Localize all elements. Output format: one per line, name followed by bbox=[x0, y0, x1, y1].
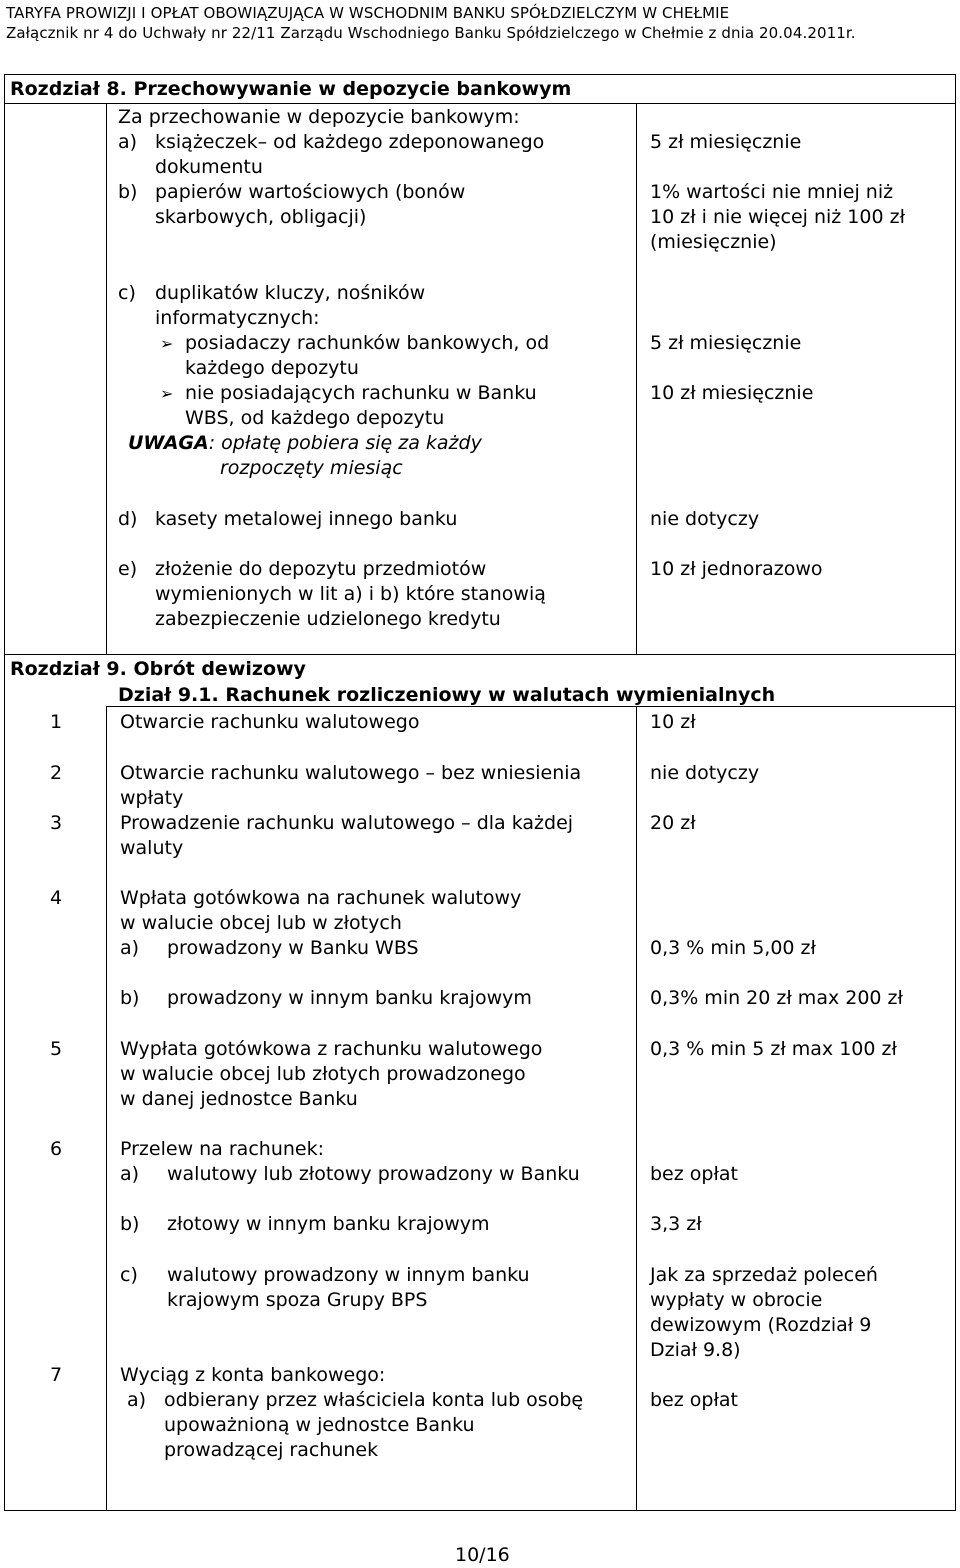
row-6-text: Przelew na rachunek: bbox=[120, 1138, 324, 1160]
row-5-fee: 0,3 % min 5 zł max 100 zł bbox=[650, 1038, 897, 1060]
item-e-text-cont2: zabezpieczenie udzielonego kredytu bbox=[155, 608, 501, 630]
row-4-text-cont: w walucie obcej lub w złotych bbox=[120, 912, 402, 934]
item-d-fee: nie dotyczy bbox=[650, 508, 760, 530]
row-6c-fee-cont3: Dział 9.8) bbox=[650, 1339, 741, 1361]
row-1-fee: 10 zł bbox=[650, 711, 696, 733]
row-7a-text-cont2: prowadzącej rachunek bbox=[164, 1439, 379, 1461]
note-label: UWAGA bbox=[128, 432, 209, 454]
row-3-text: Prowadzenie rachunku walutowego – dla każdej bbox=[120, 812, 574, 834]
row-7a-label: a) bbox=[127, 1389, 147, 1411]
row-6a-fee: bez opłat bbox=[650, 1163, 738, 1185]
row-6c-text: walutowy prowadzony w innym banku bbox=[167, 1264, 530, 1286]
row-1-number: 1 bbox=[50, 711, 63, 733]
item-b-label: b) bbox=[118, 181, 138, 203]
note-text: : opłatę pobiera się za każdy bbox=[208, 432, 482, 454]
row-7a-fee: bez opłat bbox=[650, 1389, 738, 1411]
row-4-number: 4 bbox=[50, 887, 63, 909]
item-c1-fee: 5 zł miesięcznie bbox=[650, 332, 802, 354]
row-5-number: 5 bbox=[50, 1038, 63, 1060]
item-a-text-cont: dokumentu bbox=[155, 156, 263, 178]
item-d-label: d) bbox=[118, 508, 138, 530]
item-c-text-cont: informatycznych: bbox=[155, 307, 320, 329]
section-9-title: Rozdział 9. Obrót dewizowy bbox=[10, 658, 306, 680]
item-c1-text-cont: każdego depozytu bbox=[185, 357, 359, 379]
item-b-fee-cont: 10 zł i nie więcej niż 100 zł bbox=[650, 206, 905, 228]
row-4a-fee: 0,3 % min 5,00 zł bbox=[650, 937, 816, 959]
item-b-fee: 1% wartości nie mniej niż bbox=[650, 181, 894, 203]
item-b-text: papierów wartościowych (bonów bbox=[155, 181, 466, 203]
row-3-text-cont: waluty bbox=[120, 837, 184, 859]
item-b-fee-period: (miesięcznie) bbox=[650, 231, 777, 253]
row-5-text-cont: w walucie obcej lub złotych prowadzonego bbox=[120, 1063, 526, 1085]
item-c2-text: nie posiadających rachunku w Banku bbox=[185, 382, 537, 404]
item-e-label: e) bbox=[118, 558, 138, 580]
row-7a-text: odbierany przez właściciela konta lub osobę bbox=[164, 1389, 584, 1411]
row-6b-text: złotowy w innym banku krajowym bbox=[167, 1213, 490, 1235]
row-5-text-cont2: w danej jednostce Banku bbox=[120, 1088, 358, 1110]
item-e-text-cont: wymienionych w lit a) i b) które stanowią bbox=[155, 583, 546, 605]
row-6c-fee: Jak za sprzedaż poleceń bbox=[650, 1264, 878, 1286]
row-7-text: Wyciąg z konta bankowego: bbox=[120, 1364, 386, 1386]
arrowhead-bullet-icon: ➢ bbox=[160, 384, 174, 403]
row-6c-fee-cont: wypłaty w obrocie bbox=[650, 1289, 823, 1311]
row-6c-label: c) bbox=[120, 1264, 138, 1286]
item-c-label: c) bbox=[118, 282, 136, 304]
page-number: 10/16 bbox=[455, 1544, 510, 1566]
row-6c-text-cont: krajowym spoza Grupy BPS bbox=[167, 1289, 428, 1311]
row-2-fee: nie dotyczy bbox=[650, 762, 760, 784]
item-a-fee: 5 zł miesięcznie bbox=[650, 131, 802, 153]
note-text-cont: rozpoczęty miesiąc bbox=[220, 457, 403, 479]
row-2-text: Otwarcie rachunku walutowego – bez wniesienia bbox=[120, 762, 582, 784]
item-c-text: duplikatów kluczy, nośników bbox=[155, 282, 426, 304]
section-8-intro: Za przechowanie w depozycie bankowym: bbox=[118, 106, 520, 128]
item-a-label: a) bbox=[118, 131, 138, 153]
note bbox=[128, 431, 482, 456]
item-c2-fee: 10 zł miesięcznie bbox=[650, 382, 814, 404]
section-9-subtitle: Dział 9.1. Rachunek rozliczeniowy w walutach wymienialnych bbox=[118, 684, 776, 706]
row-3-fee: 20 zł bbox=[650, 812, 696, 834]
row-2-text-cont: wpłaty bbox=[120, 787, 184, 809]
row-2-number: 2 bbox=[50, 762, 63, 784]
header-annex: Załącznik nr 4 do Uchwały nr 22/11 Zarządu Wschodniego Banku Spółdzielczego w Chełmie z dnia 20.04.2011r. bbox=[6, 24, 856, 42]
section-8-title: Rozdział 8. Przechowywanie w depozycie bankowym bbox=[10, 78, 572, 100]
row-7a-text-cont: upoważnioną w jednostce Banku bbox=[164, 1414, 475, 1436]
row-6-number: 6 bbox=[50, 1138, 63, 1160]
item-e-text: złożenie do depozytu przedmiotów bbox=[155, 558, 487, 580]
row-4a-text: prowadzony w Banku WBS bbox=[167, 937, 419, 959]
row-6a-label: a) bbox=[120, 1163, 140, 1185]
item-a-text: książeczek– od każdego zdeponowanego bbox=[155, 131, 545, 153]
row-7-number: 7 bbox=[50, 1364, 63, 1386]
header-title: TARYFA PROWIZJI I OPŁAT OBOWIĄZUJĄCA W WSCHODNIM BANKU SPÓŁDZIELCZYM W CHEŁMIE bbox=[6, 4, 730, 22]
row-6b-fee: 3,3 zł bbox=[650, 1213, 702, 1235]
item-b-text-cont: skarbowych, obligacji) bbox=[155, 206, 367, 228]
row-6b-label: b) bbox=[120, 1213, 140, 1235]
row-4a-label: a) bbox=[120, 937, 140, 959]
row-6a-text: walutowy lub złotowy prowadzony w Banku bbox=[167, 1163, 580, 1185]
item-c1-bullet bbox=[160, 331, 182, 356]
row-4b-text: prowadzony w innym banku krajowym bbox=[167, 987, 532, 1009]
item-e-fee: 10 zł jednorazowo bbox=[650, 558, 823, 580]
row-4-text: Wpłata gotówkowa na rachunek walutowy bbox=[120, 887, 522, 909]
item-d-text: kasety metalowej innego banku bbox=[155, 508, 458, 530]
row-3-number: 3 bbox=[50, 812, 63, 834]
item-c2-text-cont: WBS, od każdego depozytu bbox=[185, 407, 445, 429]
arrowhead-bullet-icon: ➢ bbox=[160, 334, 174, 353]
row-5-text: Wypłata gotówkowa z rachunku walutowego bbox=[120, 1038, 543, 1060]
item-c2-bullet bbox=[160, 381, 182, 406]
item-c1-text: posiadaczy rachunków bankowych, od bbox=[185, 332, 550, 354]
row-4b-fee: 0,3% min 20 zł max 200 zł bbox=[650, 987, 903, 1009]
row-6c-fee-cont2: dewizowym (Rozdział 9 bbox=[650, 1314, 872, 1336]
row-4b-label: b) bbox=[120, 987, 140, 1009]
row-1-text: Otwarcie rachunku walutowego bbox=[120, 711, 420, 733]
